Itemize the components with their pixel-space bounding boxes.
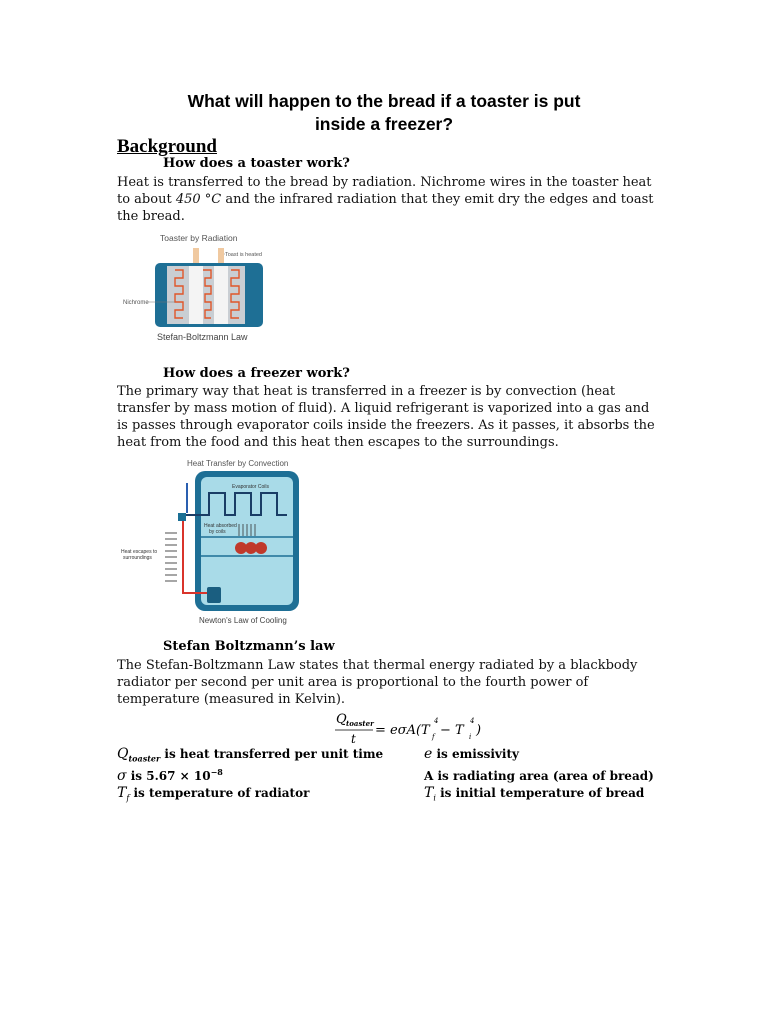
def-sigma-text: is 5.67 × 10	[126, 769, 211, 784]
toaster-diagram	[117, 230, 277, 345]
sb-line-3: temperature (measured in Kelvin).	[117, 692, 346, 707]
formula-q: Q	[336, 712, 347, 727]
freezer-diagram	[117, 453, 302, 633]
freezer-line-4: heat from the food and this heat then escapes to the surroundings.	[117, 435, 559, 450]
def-ti-text: is initial temperature of bread	[435, 786, 645, 800]
freezer-interior	[201, 477, 293, 605]
heat-absorbed-label-1: Heat absorbed	[204, 523, 237, 529]
toaster-slot-area	[167, 266, 245, 324]
sb-heading: Stefan Boltzmann’s law	[163, 639, 335, 654]
def-tf-text: is temperature of radiator	[129, 786, 310, 800]
def-q-text: is heat transferred per unit time	[160, 747, 384, 761]
heat-escapes-label-1: Heat escapes to	[121, 549, 158, 555]
formula-minus: − T	[440, 723, 464, 738]
toaster-heated-label: Toast is heated	[225, 252, 262, 258]
def-ti-symbol: T	[424, 785, 434, 801]
def-tf	[117, 785, 309, 803]
toaster-line-2-post: and the infrared radiation that they emit dry the edges and toast	[221, 192, 654, 207]
background-heading: Background	[117, 136, 217, 157]
freezer-caption: Newton's Law of Cooling	[199, 616, 287, 625]
heat-escape-arrows	[165, 533, 177, 581]
heat-absorbed-label-2: by coils	[209, 529, 226, 535]
sb-line-2: radiator per second per unit area is proportional to the fourth power of	[117, 675, 589, 690]
formula-rhs: = eσA(T	[375, 723, 430, 738]
def-e-text: is emissivity	[432, 747, 519, 761]
def-a	[424, 768, 654, 783]
toaster-line-3: the bread.	[117, 209, 185, 224]
freezer-paragraph	[117, 383, 657, 451]
toaster-figure-title: Toaster by Radiation	[160, 233, 238, 243]
formula-close: )	[476, 723, 482, 738]
def-ti	[424, 785, 644, 803]
toaster-line-1: Heat is transferred to the bread by radiation. Nichrome wires in the toaster heat	[117, 175, 652, 190]
toaster-slot-2	[214, 266, 228, 324]
expansion-valve	[178, 513, 186, 521]
def-q-symbol: Q	[117, 746, 129, 762]
freezer-heading: How does a freezer work?	[163, 366, 350, 381]
compressor	[207, 587, 221, 603]
stefan-boltzmann-formula	[333, 710, 533, 746]
formula-sub-f: f	[432, 733, 435, 741]
def-sigma-symbol: σ	[117, 768, 127, 785]
freezer-line-2: transfer by mass motion of fluid). A liquid refrigerant is vaporized into a gas and	[117, 401, 650, 416]
formula-sup-4a: 4	[434, 717, 439, 725]
def-a-text: A is radiating area (area of bread)	[424, 769, 654, 783]
toaster-paragraph	[117, 174, 657, 225]
formula-q-sub: toaster	[346, 719, 374, 728]
food-item-3	[255, 542, 267, 554]
def-ti-sub: i	[433, 793, 436, 803]
freezer-line-1: The primary way that heat is transferred in a freezer is by convection (heat	[117, 384, 616, 399]
def-sigma	[117, 767, 223, 784]
def-q	[117, 746, 383, 764]
sb-line-1: The Stefan-Boltzmann Law states that thermal energy radiated by a blackbody	[117, 658, 638, 673]
def-q-sub: toaster	[128, 753, 161, 764]
title-line-1: What will happen to the bread if a toaster is put	[187, 91, 581, 111]
def-sigma-exp: −8	[210, 767, 223, 777]
def-tf-sub: f	[126, 793, 130, 803]
def-tf-symbol: T	[117, 785, 127, 801]
def-e-symbol: e	[424, 746, 433, 762]
toaster-line-2-pre: to about	[117, 192, 176, 207]
toaster-line-2	[117, 191, 657, 208]
toaster-temperature: 450 °C	[175, 192, 222, 207]
formula-sub-i: i	[469, 733, 472, 741]
toaster-caption: Stefan-Boltzmann Law	[157, 332, 248, 342]
freezer-figure-title: Heat Transfer by Convection	[187, 459, 289, 468]
evaporator-label: Evaporator Coils	[232, 484, 269, 490]
formula-sup-4b: 4	[470, 717, 475, 725]
freezer-line-3: is passes through evaporator coils inside the freezers. As it passes, it absorbs the	[117, 418, 655, 433]
heat-escapes-label-2: surroundings	[123, 555, 152, 561]
toaster-slot-1	[189, 266, 203, 324]
title-line-2: inside a freezer?	[314, 114, 454, 134]
toaster-heading: How does a toaster work?	[163, 156, 350, 171]
sb-paragraph	[117, 657, 657, 708]
page-title	[100, 90, 668, 136]
def-e	[424, 746, 519, 762]
nichrome-label: Nichrome	[123, 300, 149, 306]
formula-t: t	[351, 732, 356, 746]
